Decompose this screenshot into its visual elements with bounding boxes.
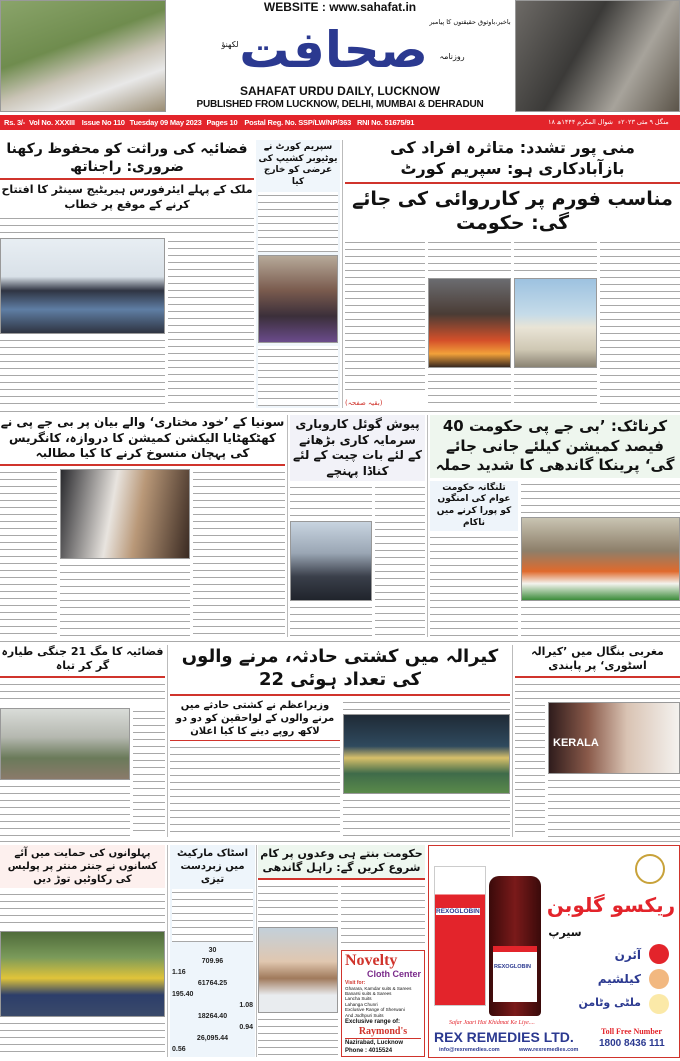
kerala-subheadline[interactable]: وزیراعظم نے کشتی حادثے میں مرنے والوں کے لواحقین کو دو دو لاکھ روپے دینے کا کیا اعلان	[170, 699, 340, 741]
calcium-icon	[649, 969, 669, 989]
multivitamin-icon	[649, 994, 669, 1014]
rex-logo	[635, 854, 665, 884]
novelty-item: Lancha Suits	[345, 996, 372, 1002]
rex-product-urdu: ریکسو گلوبن	[546, 893, 676, 917]
youtuber-headline[interactable]: سپریم کورٹ نے یوٹیوبر کشیپ کی عرضی کو خارج کیا	[258, 142, 338, 188]
sonia-photo	[60, 469, 190, 559]
karnataka-story	[430, 415, 680, 637]
mig-story	[0, 645, 165, 837]
youtuber-photo	[258, 255, 338, 343]
volume: Vol No. XXXIII	[29, 118, 75, 127]
goyal-headline[interactable]: پیوش گوئل کاروباری سرمایہ کاری بڑھانے کے لئے بات چیت کے لئے کناڈا پہنچے	[290, 415, 425, 481]
stock-figures	[172, 945, 253, 1055]
stock-figure: 18264.40	[197, 1013, 228, 1020]
mig-headline[interactable]: فضائیہ کا مگ 21 جنگی طیارہ گر کر تباہ	[0, 645, 165, 678]
rni: RNI No. 51675/91	[356, 118, 415, 127]
published-from: PUBLISHED FROM LUCKNOW, DELHI, MUMBAI & DEHRADUN	[196, 99, 484, 110]
airforce-subheadline[interactable]: ملک کے پہلے ایئرفورس ہیریٹیج سینٹر کا افتتاح کرنے کے موقع پر خطاب	[1, 183, 253, 211]
stock-story	[170, 845, 255, 1057]
supreme-court-photo	[514, 278, 597, 368]
novelty-visit: Visit for:	[345, 979, 366, 986]
fire-photo	[428, 278, 511, 368]
youtuber-story	[256, 140, 340, 408]
tagline: باخبر،باوثوق حقیقتوں کا پیامبر	[429, 18, 511, 26]
iron-icon	[649, 944, 669, 964]
airforce-headline[interactable]: فضائیہ کی وراثت کو محفوظ رکھنا ضروری: راجناتھ	[0, 140, 254, 180]
goyal-story	[290, 415, 425, 637]
continued-tag[interactable]: (بقیہ صفحہ)	[345, 399, 383, 407]
wrestlers-story	[0, 845, 165, 1057]
header-photo-right	[515, 0, 680, 112]
novelty-title: Novelty	[345, 951, 398, 969]
bottle-label-text: REXOGLOBIN	[494, 964, 531, 970]
rex-syrup: سیرپ	[548, 926, 582, 939]
novelty-phone: Phone : 4015524	[345, 1048, 393, 1054]
syrup-box	[434, 866, 486, 1006]
rozanama: روزنامہ	[439, 52, 465, 61]
kerala-story-photo	[548, 702, 680, 774]
rex-email[interactable]: info@rexremedies.com	[439, 1047, 500, 1053]
kerala-story	[170, 645, 510, 837]
mig-crash-photo	[0, 708, 130, 780]
karnataka-headline[interactable]: کرناٹک: ’بی جے پی حکومت 40 فیصد کمیشن کیلئے جانی جائے گی‘ پرینکا گاندھی کا شدید حملہ	[430, 415, 680, 478]
postal-reg: Postal Reg. No. SSP/LW/NP/363	[244, 118, 352, 127]
manipur-subheadline[interactable]: مناسب فورم پر کارروائی کی جائے گی: حکومت	[352, 187, 673, 235]
novelty-item: Exclusive Range of Sherwani	[345, 1007, 405, 1013]
rahul-story	[258, 845, 425, 1057]
bengal-headline[interactable]: مغربی بنگال میں ’کیرالہ اسٹوری‘ پر پابندی	[515, 645, 680, 678]
stock-figure: 709.96	[201, 958, 224, 965]
manipur-story	[345, 138, 680, 408]
rahul-headline[interactable]: حکومت بنتے ہی وعدوں پر کام شروع کریں گے: راہل گاندھی	[258, 845, 425, 880]
logo: صحافت	[239, 21, 428, 79]
syrup-bottle-label	[493, 946, 537, 1002]
rex-phone[interactable]: 1800 8436 111	[599, 1038, 665, 1049]
stock-figure: 0.94	[239, 1024, 253, 1031]
rex-company: REX REMEDIES LTD.	[434, 1029, 574, 1045]
syrup-box-label: REXOGLOBIN	[436, 908, 480, 915]
rex-slogan: Safar Jaari Hai Khidmat Ke Liye....	[449, 1020, 535, 1026]
priyanka-photo	[521, 517, 680, 601]
novelty-address: Nazirabad, Lucknow	[345, 1038, 421, 1047]
sonia-headline[interactable]: سونیا کے ’خود مختاری‘ والے بیان پر بی جے پی نے کھٹکھٹایا الیکشن کمیشن کا دروازہ، کانگریس کی پہچان منسوخ کرنے کا کیا مطالبہ	[0, 415, 285, 466]
novelty-item: Banarsi suits & Sarees	[345, 990, 392, 996]
rex-ad[interactable]	[428, 845, 680, 1058]
stock-figure: 1.08	[239, 1002, 253, 1009]
header-photo-left	[0, 0, 166, 112]
urdu-date: منگل ۹ مئی ۲۰۲۳ء	[618, 119, 669, 126]
stock-figure: 195.40	[172, 991, 194, 998]
novelty-exclusive: Exclusive range of:	[345, 1019, 401, 1025]
rex-web[interactable]: www.rexremedies.com	[519, 1047, 579, 1053]
bengal-story	[515, 645, 680, 837]
wrestlers-protest-photo	[0, 931, 165, 1017]
rex-feature-multivitamin: ملٹی وٹامن	[578, 996, 641, 1009]
sonia-story	[0, 415, 285, 637]
manipur-headline[interactable]: منی پور تشدد: متاثرہ افراد کی بازآبادکاری ہو: سپریم کورٹ	[345, 138, 680, 184]
kerala-story-poster-text: KERALA	[553, 736, 599, 749]
english-title: SAHAFAT URDU DAILY, LUCKNOW	[240, 84, 440, 98]
stock-figure: 1.16	[172, 969, 186, 976]
airforce-story	[0, 140, 254, 408]
website[interactable]: WEBSITE : www.sahafat.in	[263, 0, 417, 14]
rex-feature-calcium: کیلشیم	[597, 972, 641, 986]
info-bar	[0, 115, 680, 130]
karnataka-subheadline[interactable]: تلنگانہ حکومت عوام کی امنگوں کو پورا کرنے میں ناکام	[430, 481, 518, 532]
novelty-item: And Jodhpuri Suits	[345, 1012, 384, 1018]
stock-figure: 26,095.44	[196, 1035, 229, 1042]
price: Rs. 3/-	[4, 118, 26, 127]
rex-feature-iron: آئرن	[614, 948, 641, 962]
rahul-photo	[258, 927, 338, 1013]
stock-headline[interactable]: اسٹاک مارکیٹ میں زبردست تیزی	[176, 848, 248, 885]
hijri-date: ۱۸ شوال المکرم ۱۴۴۴ھ	[548, 119, 614, 126]
wrestlers-headline[interactable]: پہلوانوں کی حمایت میں آئے کسانوں نے جنتر منتر پر پولیس کی رکاوٹیں توڑ دیں	[0, 845, 165, 888]
rex-tollfree-label: Toll Free Number	[601, 1027, 662, 1036]
date: Tuesday 09 May 2023	[129, 118, 202, 127]
issue: Issue No 110	[81, 118, 125, 127]
boat-accident-photo	[343, 714, 510, 794]
goyal-photo	[290, 521, 372, 601]
stock-figure: 61764.25	[197, 980, 228, 987]
novelty-brand: Raymond's	[358, 1026, 408, 1037]
stock-figure: 0.56	[172, 1046, 186, 1053]
city-urdu: لکھنؤ	[221, 40, 239, 49]
novelty-item: Gharara, Kamdar suits & Sarees	[345, 985, 412, 991]
airforce-photo	[0, 238, 165, 334]
kerala-headline[interactable]: کیرالہ میں کشتی حادثہ، مرنے والوں کی تعداد ہوئی 22	[170, 645, 510, 696]
stock-figure: 30	[208, 947, 217, 954]
novelty-ad[interactable]	[341, 950, 425, 1057]
novelty-item: Lahanga Chunri	[345, 1001, 378, 1007]
novelty-subtitle: Cloth Center	[367, 968, 421, 979]
pages: Pages 10	[206, 118, 238, 127]
